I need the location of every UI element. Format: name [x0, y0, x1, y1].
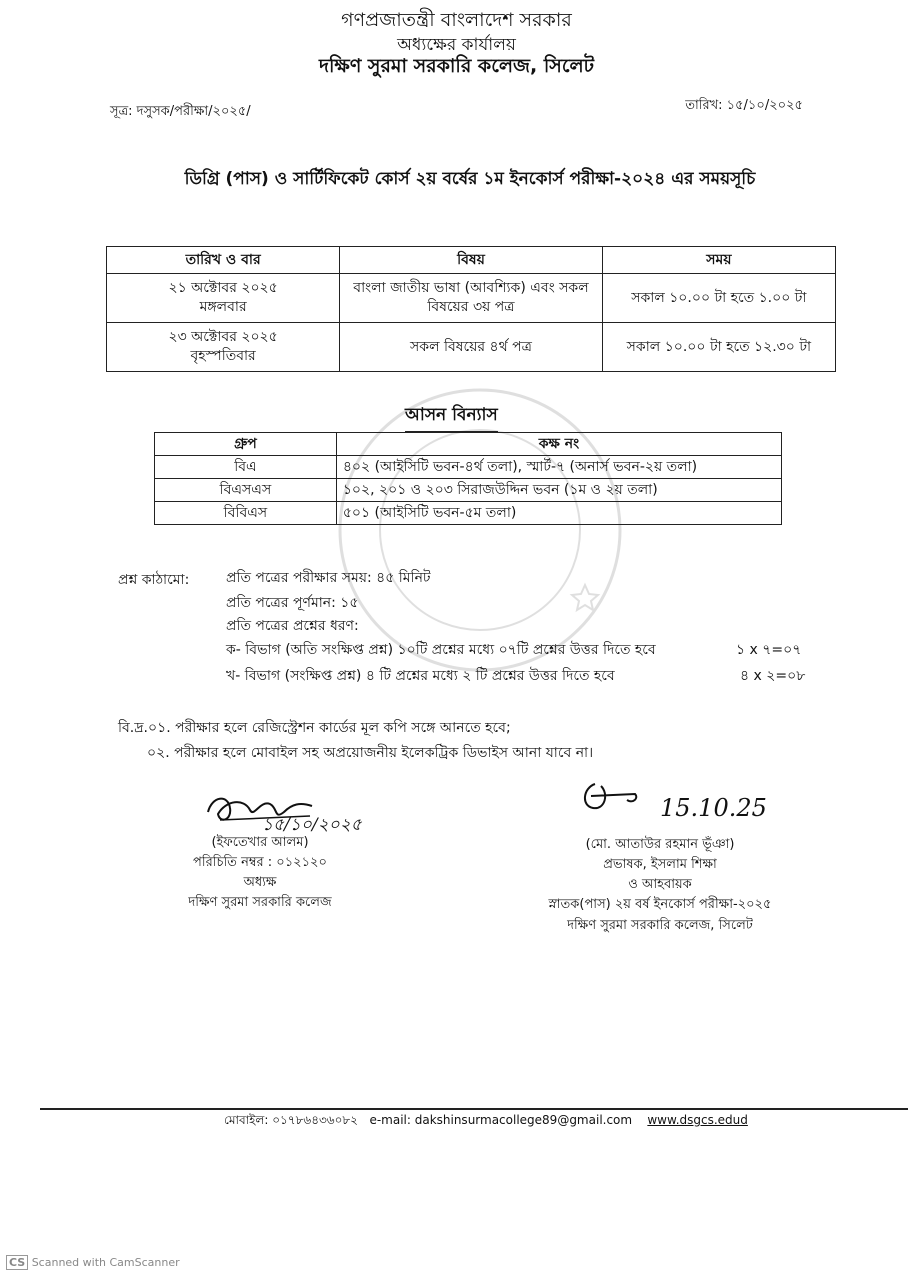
govt-name: গণপ্রজাতন্ত্রী বাংলাদেশ সরকার	[341, 9, 572, 31]
convener-role: ও আহবায়ক	[628, 877, 692, 893]
footer-contact	[224, 1112, 748, 1132]
table-row	[155, 502, 782, 525]
group-cell: বিএ	[155, 456, 337, 479]
section-a-marks: ১ x ৭=০৭	[736, 642, 802, 658]
exam-duration: প্রতি পত্রের পরীক্ষার সময়: ৪৫ মিনিট	[226, 570, 431, 586]
reference-number: সূত্র: দসুসক/পরীক্ষা/২০২৫/	[110, 104, 251, 119]
exam-date: ২১ অক্টোবর ২০২৫	[168, 280, 278, 297]
full-marks: প্রতি পত্রের পূর্ণমান: ১৫	[226, 595, 359, 611]
convener-name: (মো. আতাউর রহমান ভূঁঞা)	[585, 837, 735, 852]
room-cell: ৪০২ (আইসিটি ভবন-৪র্থ তলা), স্মার্ট-৭ (অনার্স ভবন-২য় তলা)	[336, 456, 781, 479]
note-2: ০২. পরীক্ষার হলে মোবাইল সহ অপ্রয়োজনীয় ইলেকট্রিক ডিভাইস আনা যাবে না।	[147, 745, 594, 761]
seating-title: আসন বিন্যাস	[405, 402, 498, 433]
principal-name: (ইফতেখার আলম)	[211, 835, 309, 850]
note-1: বি.দ্র.০১. পরীক্ষার হলে রেজিস্ট্রেশন কার্ডের মূল কপি সঙ্গে আনতে হবে;	[118, 720, 511, 736]
principal-title: অধ্যক্ষ	[243, 875, 277, 891]
principal-id: পরিচিতি নম্বর : ০১২১২০	[193, 855, 327, 871]
college-name: দক্ষিণ সুরমা সরকারি কলেজ, সিলেট	[319, 55, 594, 77]
camscanner-icon: CS	[6, 1255, 28, 1270]
footer-divider	[40, 1108, 908, 1110]
convener-institution: দক্ষিণ সুরমা সরকারি কলেজ, সিলেট	[567, 917, 753, 933]
column-header: বিষয়	[340, 247, 602, 274]
principal-institution: দক্ষিণ সুরমা সরকারি কলেজ	[188, 895, 332, 911]
column-header: কক্ষ নং	[336, 433, 781, 456]
table-row	[107, 323, 836, 372]
convener-title: প্রভাষক, ইসলাম শিক্ষা	[603, 857, 717, 873]
convener-signature-block	[500, 835, 820, 936]
convener-signature-date: 15.10.25	[660, 794, 767, 822]
principal-signature-block	[160, 833, 360, 914]
subject-cell: সকল বিষয়ের ৪র্থ পত্র	[340, 323, 602, 372]
room-cell: ৫০১ (আইসিটি ভবন-৫ম তলা)	[336, 502, 781, 525]
scanner-watermark: CS Scanned with CamScanner	[6, 1256, 180, 1269]
seating-table	[154, 432, 782, 525]
exam-committee: স্নাতক(পাস) ২য় বর্ষ ইনকোর্স পরীক্ষা-২০২৫	[548, 897, 772, 913]
section-b: খ- বিভাগ (সংক্ষিপ্ত প্রশ্ন) ৪ টি প্রশ্নের মধ্যে ২ টি প্রশ্নের উত্তর দিতে হবে	[226, 668, 615, 684]
issue-date: তারিখ: ১৫/১০/২০২৫	[685, 98, 803, 113]
question-structure-label: প্রশ্ন কাঠামো:	[118, 572, 190, 588]
exam-day: বৃহস্পতিবার	[190, 348, 256, 364]
document-title: ডিগ্রি (পাস) ও সার্টিফিকেট কোর্স ২য় বর্ষের ১ম ইনকোর্স পরীক্ষা-২০২৪ এর সময়সূচি	[184, 169, 756, 189]
section-b-marks: ৪ x ২=০৮	[740, 668, 806, 684]
column-header: সময়	[602, 247, 835, 274]
table-header-row	[107, 247, 836, 274]
exam-day: মঙ্গলবার	[199, 299, 247, 315]
principal-signature-date: ১৫/১০/২০২৫	[262, 815, 362, 835]
table-row	[155, 456, 782, 479]
group-cell: বিবিএস	[155, 502, 337, 525]
date-cell	[107, 323, 340, 372]
section-a: ক- বিভাগ (অতি সংক্ষিপ্ত প্রশ্ন) ১০টি প্রশ্নের মধ্যে ০৭টি প্রশ্নের উত্তর দিতে হবে	[226, 642, 656, 658]
exam-date: ২৩ অক্টোবর ২০২৫	[168, 329, 278, 346]
table-row	[155, 479, 782, 502]
time-cell: সকাল ১০.০০ টা হতে ১.০০ টা	[602, 274, 835, 323]
footer-mobile: মোবাইল: ০১৭৮৬৪৩৬০৮২	[224, 1113, 358, 1127]
table-row	[107, 274, 836, 323]
date-cell	[107, 274, 340, 323]
group-cell: বিএসএস	[155, 479, 337, 502]
question-type: প্রতি পত্রের প্রশ্নের ধরণ:	[226, 618, 359, 634]
column-header: তারিখ ও বার	[107, 247, 340, 274]
time-cell: সকাল ১০.০০ টা হতে ১২.৩০ টা	[602, 323, 835, 372]
room-cell: ১০২, ২০১ ও ২০৩ সিরাজউদ্দিন ভবন (১ম ও ২য় তলা)	[336, 479, 781, 502]
office-name: অধ্যক্ষের কার্যালয়	[397, 35, 516, 55]
footer-email: e-mail: dakshinsurmacollege89@gmail.com	[369, 1113, 633, 1127]
column-header: গ্রুপ	[155, 433, 337, 456]
subject-cell: বাংলা জাতীয় ভাষা (আবশ্যিক) এবং সকল বিষয়ের ৩য় পত্র	[340, 274, 602, 323]
table-header-row	[155, 433, 782, 456]
convener-signature	[575, 776, 655, 816]
footer-website: www.dsgcs.edud	[647, 1113, 748, 1127]
exam-schedule-table	[106, 246, 836, 372]
